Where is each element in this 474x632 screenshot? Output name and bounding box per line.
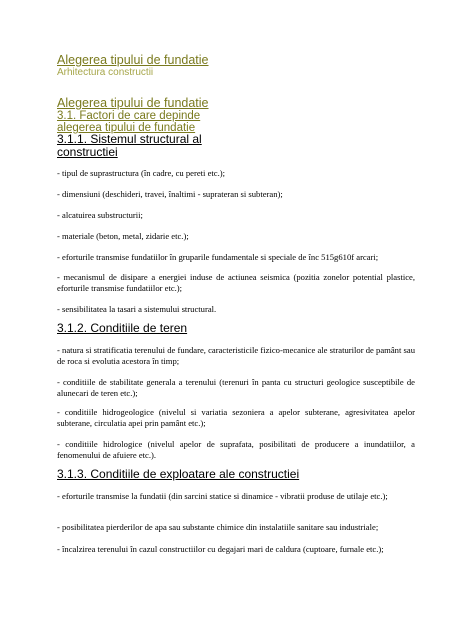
heading-section-3-1-1: 3.1.1. Sistemul structural al constructiei [57, 132, 202, 159]
paragraph: - încalzirea terenului în cazul constructiilor cu degajari mari de caldura (cuptoare, furnale etc.); [57, 544, 384, 554]
paragraph: - posibilitatea pierderilor de apa sau substante chimice din instalatiile sanitare sau industriale; [57, 522, 379, 532]
paragraph: - natura si stratificatia terenului de fundare, caracteristicile fizico-mecanice ale straturilor de pamânt sau de roca si evolutia acestora în timp; [57, 345, 415, 366]
heading-section-3-1-3: 3.1.3. Conditiile de exploatare ale constructiei [57, 467, 300, 481]
heading-section-3-1-2: 3.1.2. Conditiile de teren [57, 321, 188, 335]
paragraph: - tipul de suprastructura (în cadre, cu pereti etc.); [57, 168, 225, 178]
heading-section-3-1[interactable]: 3.1. Factori de care depinde alegerea tipului de fundatie [57, 110, 201, 134]
paragraph: - conditiile hidrologice (nivelul apelor de suprafata, posibilitati de producere a inundatiilor, a fenomenului de afuiere etc.). [57, 439, 415, 460]
paragraph: - alcatuirea substructurii; [57, 210, 143, 220]
paragraph: - eforturile transmise la fundatii (din sarcini statice si dinamice - vibratii produse de utilaje etc.); [57, 491, 388, 501]
document-title-link[interactable]: Alegerea tipului de fundatie [57, 53, 209, 67]
paragraph: - conditiile de stabilitate generala a terenului (terenuri în panta cu structuri geologice susceptibile de alunecari de teren etc.); [57, 377, 415, 398]
document-subtitle: Arhitectura constructii [57, 67, 154, 78]
paragraph: - conditiile hidrogeologice (nivelul si variatia sezoniera a apelor subterane, agresivitatea apelor subterane, circulatia apei prin pamânt etc.); [57, 407, 415, 428]
paragraph: - eforturile transmise fundatiilor în gruparile fundamentale si speciale de înc 515g610f arcari; [57, 252, 379, 262]
paragraph: - materiale (beton, metal, zidarie etc.); [57, 231, 189, 241]
paragraph: - sensibilitatea la tasari a sistemului structural. [57, 304, 217, 314]
paragraph: - mecanismul de disipare a energiei induse de actiunea seismica (pozitia zonelor potential plastice, eforturile transmise fundatiilor etc.); [57, 272, 415, 293]
heading-main[interactable]: Alegerea tipului de fundatie [57, 96, 209, 110]
paragraph: - dimensiuni (deschideri, travei, înaltimi - suprateran si subteran); [57, 189, 283, 199]
